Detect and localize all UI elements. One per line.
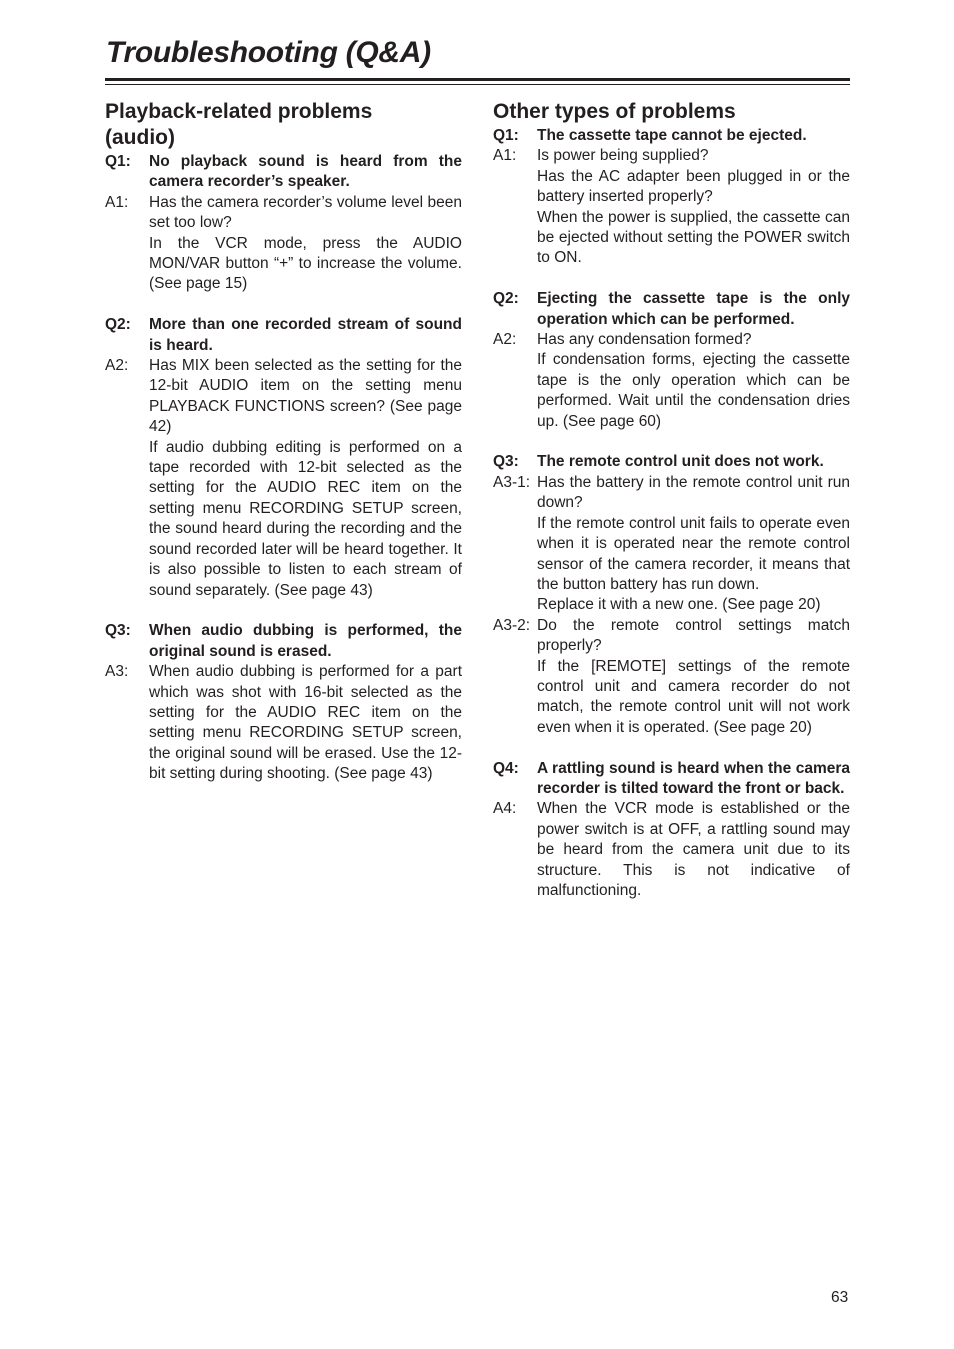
question-q2 — [105, 315, 462, 356]
answer-text: Has the AC adapter been plugged in or the battery inserted properly? — [537, 167, 850, 206]
question-label: Q3: — [493, 453, 519, 471]
answer-label: A3: — [105, 663, 129, 681]
answer-a2 — [105, 356, 462, 601]
answer-label: A1: — [493, 147, 517, 165]
section-heading-playback-audio — [105, 99, 462, 151]
question-q1 — [105, 152, 462, 193]
answer-text: When the power is supplied, the cassette can be ejected without setting the POWER switch to ON. — [537, 208, 850, 267]
answer-label: A3-1: — [493, 473, 531, 491]
question-text: No playback sound is heard from the camera recorder’s speaker. — [149, 153, 462, 191]
question-q3 — [493, 452, 850, 472]
answer-text: If the remote control unit fails to operate even when it is operated near the remote control sensor of the camera recorder, it means that the button battery has run down. — [537, 514, 850, 593]
answer-text: Do the remote control settings match properly? — [537, 616, 850, 655]
answer-text: Has any condensation formed? — [537, 331, 752, 349]
right-column — [493, 99, 850, 901]
answer-label: A4: — [493, 800, 517, 818]
question-q3 — [105, 621, 462, 662]
section-heading-other-problems: Other types of problems — [493, 100, 736, 123]
title-rule-thick — [105, 78, 850, 81]
answer-a4 — [493, 799, 850, 901]
answer-label: A2: — [493, 331, 517, 349]
question-q2 — [493, 289, 850, 330]
question-text: The remote control unit does not work. — [537, 453, 824, 471]
answer-text: If condensation forms, ejecting the cassette tape is the only operation which can be performed. Wait until the condensation dries up. (See page 60) — [537, 351, 850, 430]
heading-line-1: Playback-related problems — [105, 100, 373, 123]
question-text: The cassette tape cannot be ejected. — [537, 127, 807, 144]
answer-text: Is power being supplied? — [537, 147, 709, 165]
question-label: Q4: — [493, 759, 519, 777]
answer-label: A3-2: — [493, 616, 531, 634]
answer-label: A1: — [105, 193, 129, 211]
answer-text: In the VCR mode, press the AUDIO MON/VAR button “+” to increase the volume. (See page 15) — [149, 234, 462, 293]
answer-text: If audio dubbing editing is performed on a tape recorded with 12-bit selected as the setting for the AUDIO REC item on the setting menu RECORDING SETUP screen, the sound heard during the recording and the sound recorded later will be heard together. It is also possible to listen to each stream of sound separately. (See page 43) — [149, 438, 462, 599]
answer-text: If the [REMOTE] settings of the remote control unit and camera recorder do not match, the remote control unit will not work even when it is operated. (See page 20) — [537, 657, 850, 736]
question-q4 — [493, 759, 850, 800]
answer-text: When the VCR mode is established or the power switch is at OFF, a rattling sound may be heard from the camera unit due to its structure. This is not indicative of malfunctioning. — [537, 800, 850, 899]
question-text: More than one recorded stream of sound is heard. — [149, 316, 462, 354]
answer-text: Has MIX been selected as the setting for the 12-bit AUDIO item on the setting menu PLAYBACK FUNCTIONS screen? (See page 42) — [149, 357, 462, 436]
question-label: Q2: — [105, 316, 131, 334]
answer-label: A2: — [105, 357, 129, 375]
question-q1 — [493, 126, 850, 146]
question-label: Q1: — [105, 153, 131, 170]
answer-text: When audio dubbing is performed for a part which was shot with 16-bit selected as the setting for the AUDIO REC item on the setting menu RECORDING SETUP screen, the original sound will be erased. Use the 12-bit setting during shooting. (See page 43) — [149, 663, 462, 783]
answer-a3 — [105, 662, 462, 784]
answer-a3-1 — [493, 473, 850, 616]
question-text: Ejecting the cassette tape is the only operation which can be performed. — [537, 290, 850, 328]
page-number: 63 — [831, 1289, 849, 1306]
answer-a3-2 — [493, 616, 850, 738]
question-label: Q1: — [493, 127, 519, 144]
answer-text: Has the battery in the remote control unit run down? — [537, 473, 850, 512]
title-rule-thin — [105, 84, 850, 85]
answer-text: Has the camera recorder’s volume level been set too low? — [149, 193, 462, 232]
answer-text: Replace it with a new one. (See page 20) — [537, 596, 821, 614]
question-label: Q2: — [493, 290, 519, 308]
question-label: Q3: — [105, 622, 131, 640]
question-text: When audio dubbing is performed, the original sound is erased. — [149, 622, 462, 660]
answer-a1 — [493, 146, 850, 268]
heading-line-2: (audio) — [105, 126, 175, 149]
answer-a1 — [105, 193, 462, 295]
page-title: Troubleshooting (Q&A) — [106, 36, 431, 69]
left-column — [105, 99, 462, 785]
question-text: A rattling sound is heard when the camera recorder is tilted toward the front or back. — [537, 759, 850, 797]
answer-a2 — [493, 330, 850, 432]
